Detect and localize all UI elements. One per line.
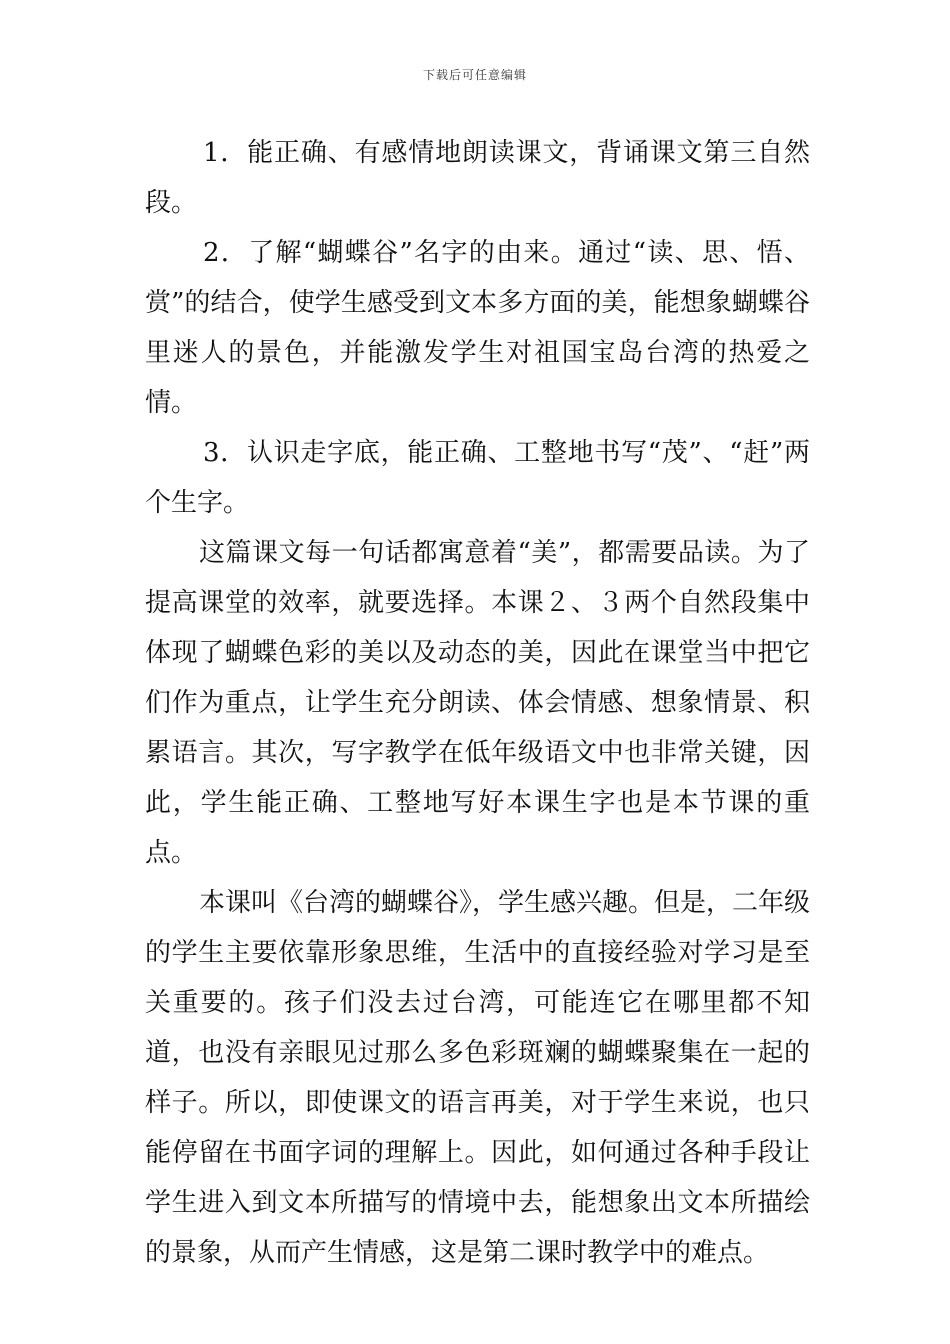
document-body <box>145 128 810 1278</box>
objective-2: 2．了解“蝴蝶谷”名字的由来。通过“读、思、悟、赏”的结合，使学生感受到文本多方面的美，能想象蝴蝶谷里迷人的景色，并能激发学生对祖国宝岛台湾的热爱之情。 <box>145 238 810 418</box>
difficulties-paragraph: 本课叫《台湾的蝴蝶谷》，学生感兴趣。但是，二年级的学生主要依靠形象思维，生活中的直接经验对学习是至关重要的。孩子们没去过台湾，可能连它在哪里都不知道，也没有亲眼见过那么多色彩斑斓的蝴蝶聚集在一起的样子。所以，即使课文的语言再美，对于学生来说，也只能停留在书面字词的理解上。因此，如何通过各种手段让学生进入到文本所描写的情境中去，能想象出文本所描绘的景象，从而产生情感，这是第二课时教学中的难点。 <box>145 888 811 1268</box>
objective-3: 3．认识走字底，能正确、工整地书写“茂”、“赶”两个生字。 <box>145 438 810 518</box>
objective-1: 1．能正确、有感情地朗读课文，背诵课文第三自然段。 <box>145 138 810 218</box>
page-header: 下载后可任意编辑 <box>422 68 527 82</box>
key-points-paragraph: 这篇课文每一句话都寓意着“美”，都需要品读。为了提高课堂的效率，就要选择。本课２、３两个自然段集中体现了蝴蝶色彩的美以及动态的美，因此在课堂当中把它们作为重点，让学生充分朗读、体会情感、想象情景、积累语言。其次，写字教学在低年级语文中也非常关键，因此，学生能正确、工整地写好本课生字也是本节课的重点。 <box>145 538 810 868</box>
